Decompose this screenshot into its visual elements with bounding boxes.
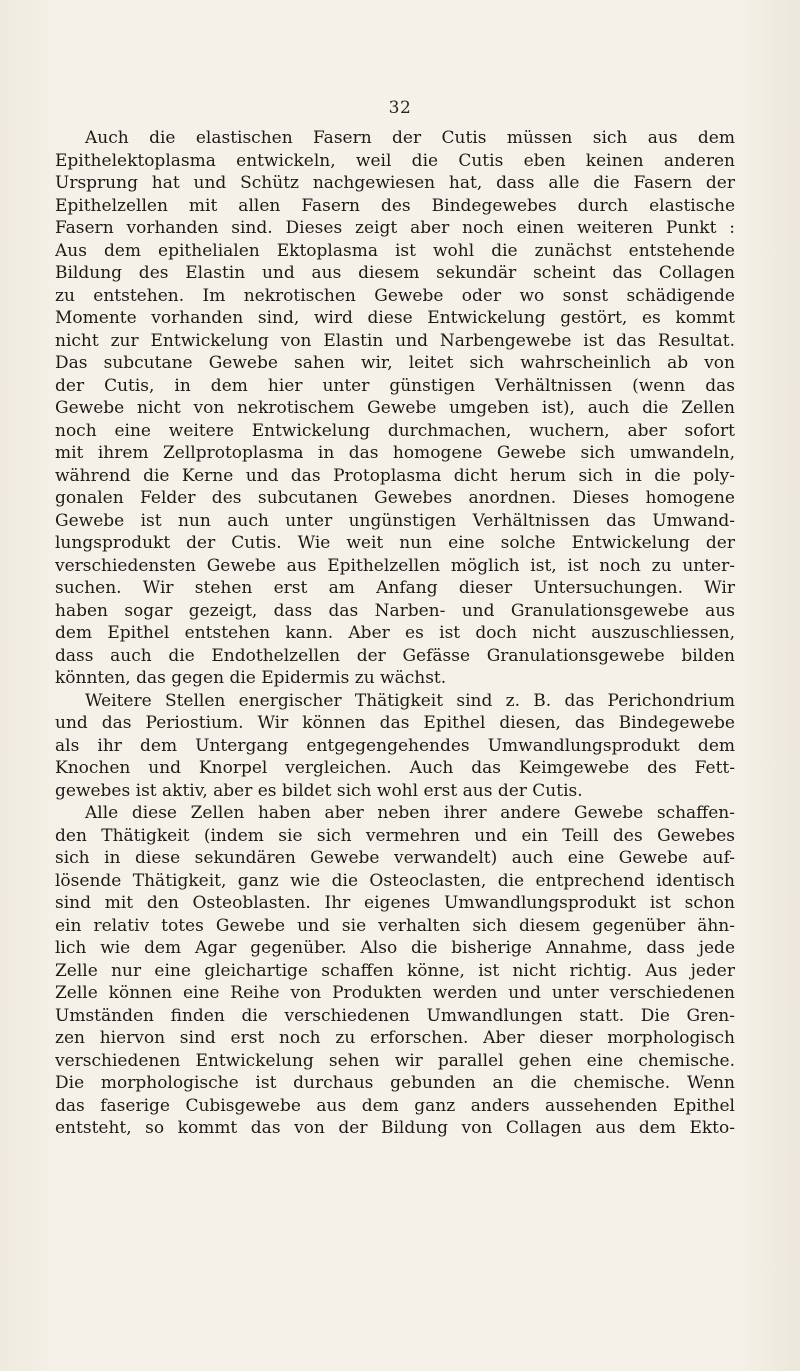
body-text — [55, 127, 735, 1140]
text-line: Momente vorhanden sind, wird diese Entwickelung gestört, es kommt — [55, 308, 735, 328]
text-line: noch eine weitere Entwickelung durchmachen, wuchern, aber sofort — [55, 420, 735, 441]
text-line: Die morphologische ist durchaus gebunden an die chemische. Wenn — [55, 1073, 735, 1093]
text-line: sind mit den Osteoblasten. Ihr eigenes Umwandlungsprodukt ist schon — [55, 893, 735, 913]
text-line: Das subcutane Gewebe sahen wir, leitet sich wahrscheinlich ab von — [55, 353, 735, 373]
text-line: Gewebe ist nun auch unter ungünstigen Verhältnissen das Umwand- — [55, 510, 735, 531]
text-line: lich wie dem Agar gegenüber. Also die bisherige Annahme, dass jede — [55, 938, 735, 958]
text-line: Zelle können eine Reihe von Produkten werden und unter verschiedenen — [55, 983, 735, 1003]
text-line: lösende Thätigkeit, ganz wie die Osteoclasten, die entprechend identisch — [55, 870, 735, 891]
text-line: Weitere Stellen energischer Thätigkeit sind z. B. das Perichondrium — [85, 690, 735, 711]
text-line: den Thätigkeit (indem sie sich vermehren und ein Teill des Gewebes — [55, 825, 735, 846]
text-line: das faserige Cubisgewebe aus dem ganz anders aussehenden Epithel — [55, 1095, 735, 1116]
text-line: Gewebe nicht von nekrotischem Gewebe umgeben ist), auch die Zellen — [55, 398, 735, 418]
text-line: Fasern vorhanden sind. Dieses zeigt aber noch einen weiteren Punkt : — [55, 218, 735, 238]
text-line: gonalen Felder des subcutanen Gewebes anordnen. Dieses homogene — [55, 488, 735, 508]
text-line: und das Periostium. Wir können das Epithel diesen, das Bindegewebe — [55, 713, 735, 733]
text-line: während die Kerne und das Protoplasma dicht herum sich in die poly- — [55, 465, 735, 486]
text-line: gewebes ist aktiv, aber es bildet sich wohl erst aus der Cutis. — [55, 780, 583, 801]
text-line: entsteht, so kommt das von der Bildung von Collagen aus dem Ekto- — [55, 1118, 735, 1138]
text-line: Bildung des Elastin und aus diesem sekundär scheint das Collagen — [55, 263, 735, 283]
text-line: Epithelzellen mit allen Fasern des Bindegewebes durch elastische — [55, 195, 735, 216]
text-line: suchen. Wir stehen erst am Anfang dieser Untersuchungen. Wir — [55, 578, 735, 598]
text-line: Epithelektoplasma entwickeln, weil die Cutis eben keinen anderen — [55, 150, 735, 171]
text-line: Auch die elastischen Fasern der Cutis müssen sich aus dem — [85, 128, 735, 148]
text-line: der Cutis, in dem hier unter günstigen Verhältnissen (wenn das — [55, 375, 735, 396]
text-line: haben sogar gezeigt, dass das Narben- und Granulationsgewebe aus — [55, 600, 735, 621]
text-line: könnten, das gegen die Epidermis zu wächst. — [55, 668, 447, 688]
text-line: dass auch die Endothelzellen der Gefässe Granulationsgewebe bilden — [55, 645, 735, 666]
text-line: Umständen finden die verschiedenen Umwandlungen statt. Die Gren- — [55, 1005, 735, 1026]
page-number: 32 — [388, 98, 412, 118]
text-line: Zelle nur eine gleichartige schaffen könne, ist nicht richtig. Aus jeder — [55, 960, 735, 981]
text-line: mit ihrem Zellprotoplasma in das homogene Gewebe sich umwandeln, — [55, 443, 735, 463]
text-line: dem Epithel entstehen kann. Aber es ist doch nicht auszuschliessen, — [55, 623, 735, 643]
text-line: sich in diese sekundären Gewebe verwandelt) auch eine Gewebe auf- — [55, 848, 735, 868]
text-line: nicht zur Entwickelung von Elastin und Narbengewebe ist das Resultat. — [55, 330, 735, 351]
text-line: Knochen und Knorpel vergleichen. Auch das Keimgewebe des Fett- — [55, 758, 735, 778]
text-line: verschiedensten Gewebe aus Epithelzellen möglich ist, ist noch zu unter- — [55, 555, 735, 576]
text-line: lungsprodukt der Cutis. Wie weit nun eine solche Entwickelung der — [55, 533, 735, 553]
text-line: Aus dem epithelialen Ektoplasma ist wohl die zunächst entstehende — [55, 240, 735, 261]
text-line: verschiedenen Entwickelung sehen wir parallel gehen eine chemische. — [55, 1050, 735, 1071]
text-line: zen hiervon sind erst noch zu erforschen. Aber dieser morphologisch — [55, 1028, 735, 1048]
text-line: Ursprung hat und Schütz nachgewiesen hat, dass alle die Fasern der — [55, 173, 735, 193]
text-line: als ihr dem Untergang entgegengehendes Umwandlungsprodukt dem — [55, 735, 735, 756]
text-line: Alle diese Zellen haben aber neben ihrer andere Gewebe schaffen- — [85, 803, 735, 823]
text-line: zu entstehen. Im nekrotischen Gewebe oder wo sonst schädigende — [55, 285, 735, 306]
text-line: ein relativ totes Gewebe und sie verhalten sich diesem gegenüber ähn- — [55, 915, 735, 936]
